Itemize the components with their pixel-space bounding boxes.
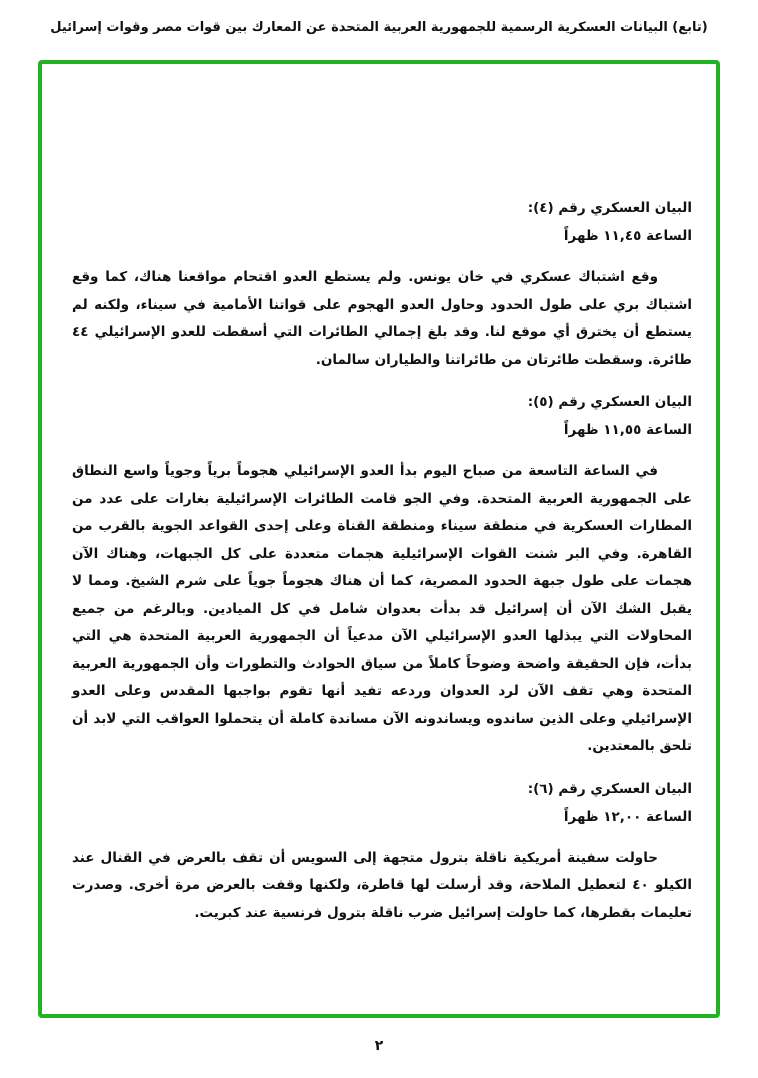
- communique-title: البيان العسكري رقم (٤):: [527, 200, 692, 216]
- communique-time: الساعة ١١,٥٥ ظهراً: [563, 422, 692, 438]
- communique-time: الساعة ١٢,٠٠ ظهراً: [563, 808, 692, 825]
- communique-section-5: [72, 388, 692, 761]
- communique-time: الساعة ١١,٤٥ ظهراً: [563, 228, 692, 244]
- document-content: [42, 64, 716, 927]
- communique-body: حاولت سفينة أمريكية ناقلة بترول متجهة إلى السويس أن تقف بالعرض في القنال عند الكيلو ٤٠ لتعطيل الملاحة، وقد أرسلت لها قاطرة، ولكنها وقفت بالعرض مرة أخرى. وصدرت تعليمات بقطرها، كما حاولت إسرائيل ضرب ناقلة بترول فرنسية عند كبريت.: [72, 849, 693, 921]
- communique-title: البيان العسكري رقم (٥):: [527, 394, 692, 410]
- page-number: ٢: [374, 1038, 384, 1054]
- communique-section-6: [72, 775, 692, 928]
- communique-section-4: [72, 194, 692, 374]
- document-title-header: (تابع) البيانات العسكرية الرسمية للجمهورية العربية المتحدة عن المعارك بين قوات مصر وقوات إسرائيل: [50, 20, 708, 35]
- document-border-frame: [38, 60, 720, 1018]
- communique-title: البيان العسكري رقم (٦):: [527, 780, 692, 797]
- communique-body: في الساعة التاسعة من صباح اليوم بدأ العدو الإسرائيلي هجوماً برياً وجوياً واسع النطاق على الجمهورية العربية المتحدة. وفي الجو قامت الطائرات الإسرائيلية بغارات على عدد من المطارات العسكرية في منطقة سيناء ومنطقة القناة وعلى إحدى القواعد الجوية بالقرب من القاهرة. وفي البر شنت القوات الإسرائيلية هجمات متعددة على كل الجبهات، وهناك الآن هجمات على طول جبهة الحدود المصرية، كما أن هناك هجوماً جوياً على شرم الشيخ. ومما لا يقبل الشك الآن أن إسرائيل قد بدأت بعدوان شامل في كل الميادين. وبالرغم من جميع المحاولات التي يبذلها العدو الإسرائيلي الآن مدعياً أن الجمهورية العربية المتحدة هي التي بدأت، فإن الحقيقة واضحة وضوحاً كاملاً من سياق الحوادث والتطورات وأن الجمهورية العربية المتحدة وهي تقف الآن لرد العدوان وردعه تفيد أنها تقوم بواجبها المقدس وعلى العدو الإسرائيلي وعلى الذين ساندوه ويساندونه الآن مساندة كاملة أن يتحملوا العواقب التي لابد أن تلحق بالمعتدين.: [72, 463, 692, 754]
- communique-body: وقع اشتباك عسكري في خان يونس. ولم يستطع العدو اقتحام مواقعنا هناك، كما وقع اشتباك بري على طول الحدود وحاول العدو الهجوم على قواتنا الأمامية في سيناء، ولكنه لم يستطع أن يخترق أي موقع لنا. وقد بلغ إجمالي الطائرات التي أسقطت للعدو الإسرائيلي ٤٤ طائرة. وسقطت طائرتان من طائراتنا والطياران سالمان.: [72, 269, 692, 368]
